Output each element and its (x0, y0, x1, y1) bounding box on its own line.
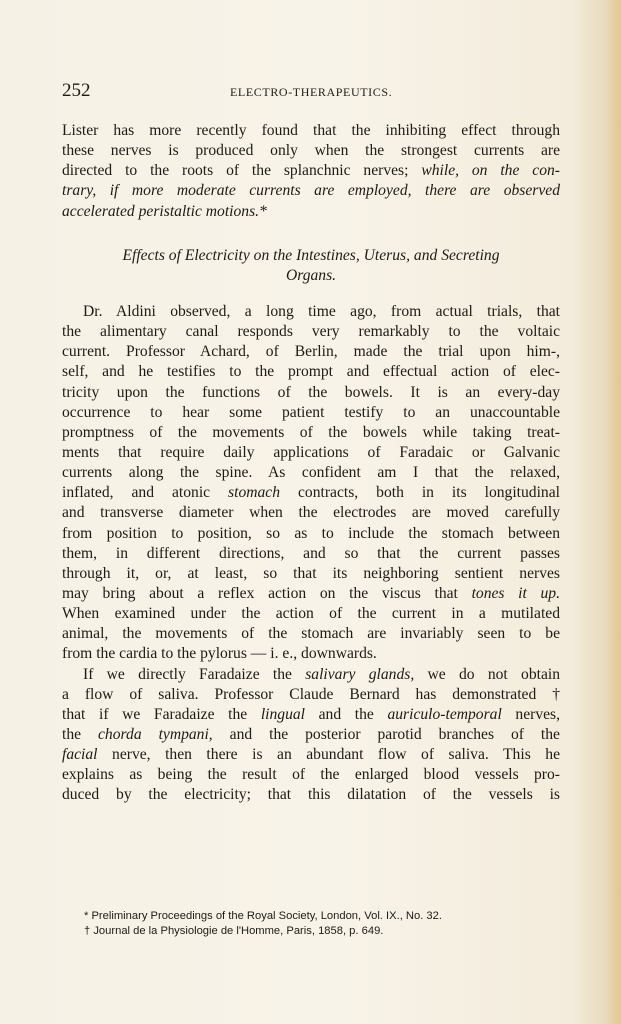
text-line: accelerated peristaltic motions.* (62, 202, 267, 220)
text-line: from the cardia to the pylorus — i. e., downwards. (62, 645, 377, 663)
text-line: currents along the spine. As confident am I that the relaxed, (62, 464, 560, 482)
text-line: trary, if more moderate currents are employed, there are observed (62, 182, 560, 200)
page-edge-shading (607, 0, 621, 1024)
text-line: the chorda tympani, and the posterior parotid branches of the (62, 725, 560, 743)
text-line: When examined under the action of the current in a mutilated (62, 605, 560, 623)
text-line: them, in different directions, and so that the current passes (62, 544, 560, 562)
page-number: 252 (62, 80, 91, 101)
text-line: may bring about a reflex action on the viscus that tones it up. (62, 584, 561, 602)
text-line: and transverse diameter when the electrodes are moved carefully (62, 504, 560, 522)
text-line: a flow of saliva. Professor Claude Bernard has demonstrated † (62, 685, 560, 703)
footnotes (84, 909, 554, 938)
text-line: self, and he testifies to the prompt and effectual action of elec- (62, 363, 560, 381)
body-text (62, 121, 560, 806)
text-line: directed to the roots of the splanchnic nerves; while, on the con- (62, 162, 560, 180)
section-heading-line2: Organs. (285, 266, 337, 284)
text-line: explains as being the result of the enlarged blood vessels pro- (62, 766, 560, 784)
text-line: from position to position, so as to include the stomach between (62, 524, 560, 542)
text-line: promptness of the movements of the bowels while taking treat- (62, 423, 560, 441)
text-line: Lister has more recently found that the inhibiting effect through (62, 122, 560, 139)
page-header (62, 80, 562, 102)
text-line: current. Professor Achard, of Berlin, made the trial upon him-, (62, 343, 560, 361)
text-line: these nerves is produced only when the strongest currents are (62, 142, 560, 160)
text-line: facial nerve, then there is an abundant flow of saliva. This he (62, 746, 560, 764)
text-line: Dr. Aldini observed, a long time ago, from actual trials, that (83, 302, 560, 320)
text-line: inflated, and atonic stomach contracts, both in its longitudinal (62, 484, 560, 502)
text-line: duced by the electricity; that this dilatation of the vessels is (62, 786, 560, 804)
text-line: that if we Faradaize the lingual and the auriculo-temporal nerves, (62, 705, 561, 723)
text-line: tricity upon the functions of the bowels. It is an every-day (62, 383, 560, 401)
text-line: animal, the movements of the stomach are invariably seen to be (62, 625, 560, 643)
text-line: If we directly Faradaize the salivary glands, we do not obtain (83, 665, 560, 683)
running-head: ELECTRO-THERAPEUTICS. (230, 85, 393, 99)
text-line: the alimentary canal responds very remarkably to the voltaic (62, 323, 560, 341)
text-line: through it, or, at least, so that its neighboring sentient nerves (62, 564, 560, 582)
footnote: * Preliminary Proceedings of the Royal Society, London, Vol. IX., No. 32. (84, 910, 442, 922)
section-heading: Effects of Electricity on the Intestines, Uterus, and Secreting (122, 246, 500, 264)
text-line: occurrence to hear some patient testify to an unaccountable (62, 403, 560, 421)
text-line: ments that require daily applications of Faradaic or Galvanic (62, 443, 560, 461)
footnote: † Journal de la Physiologie de l'Homme, Paris, 1858, p. 649. (84, 924, 384, 937)
